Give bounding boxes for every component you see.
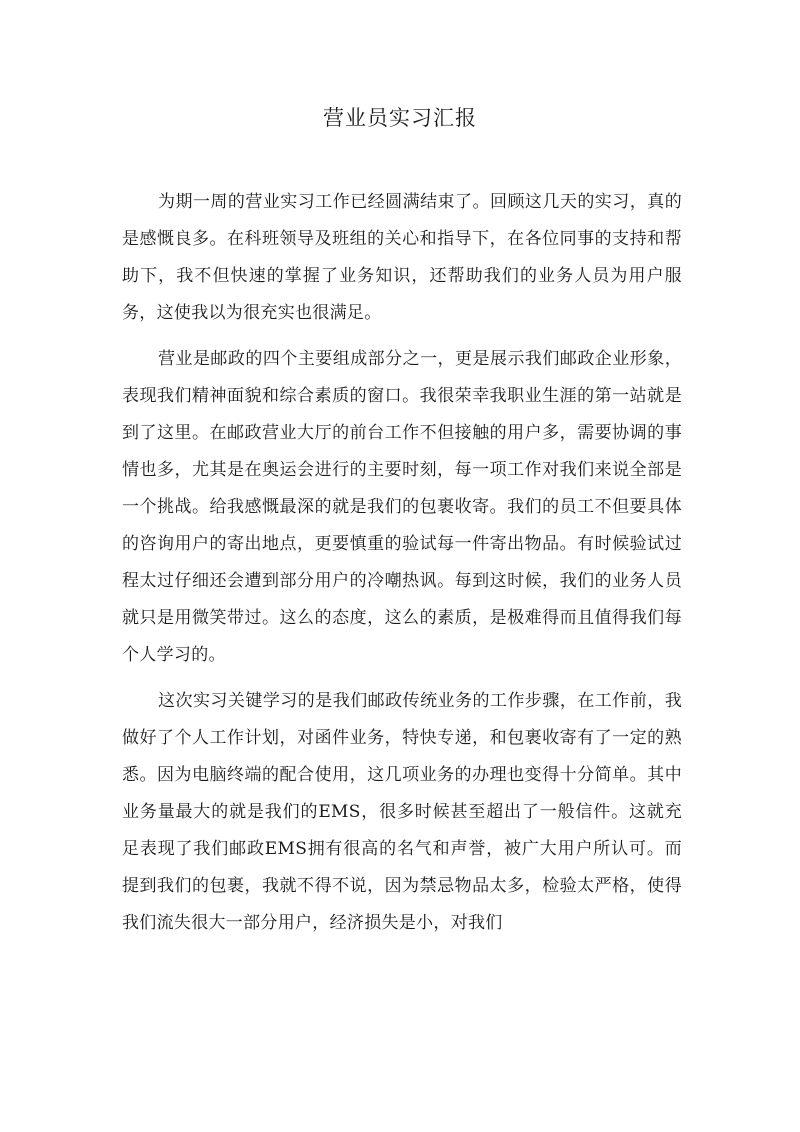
document-body: [122, 184, 682, 951]
paragraph-3: 这次实习关键学习的是我们邮政传统业务的工作步骤，在工作前，我做好了个人工作计划，对函件业务，特快专递，和包裹收寄有了一定的熟悉。因为电脑终端的配合使用，这几项业务的办理也变得十分简单。其中业务量最大的就是我们的EMS，很多时候甚至超出了一般信件。这就充足表现了我们邮政EMS拥有很高的名气和声誉，被广大用户所认可。而提到我们的包裹，我就不得不说，因为禁忌物品太多，检验太严格，使得我们流失很大一部分用户，经济损失是小，对我们: [122, 691, 682, 933]
paragraph-2: 营业是邮政的四个主要组成部分之一，更是展示我们邮政企业形象，表现我们精神面貌和综合素质的窗口。我很荣幸我职业生涯的第一站就是到了这里。在邮政营业大厅的前台工作不但接触的用户多，需要协调的事情也多，尤其是在奥运会进行的主要时刻，每一项工作对我们来说全部是一个挑战。给我感慨最深的就是我们的包裹收寄。我们的员工不但要具体的咨询用户的寄出地点，更要慎重的验试每一件寄出物品。有时候验试过程太过仔细还会遭到部分用户的冷嘲热讽。每到这时候，我们的业务人员就只是用微笑带过。这么的态度，这么的素质，是极难得而且值得我们每个人学习的。: [122, 349, 682, 665]
paragraph-1: 为期一周的营业实习工作已经圆满结束了。回顾这几天的实习，真的是感慨良多。在科班领导及班组的关心和指导下，在各位同事的支持和帮助下，我不但快速的掌握了业务知识，还帮助我们的业务人员为用户服务，这使我以为很充实也很满足。: [122, 192, 682, 323]
document-title: 营业员实习汇报: [323, 106, 477, 130]
